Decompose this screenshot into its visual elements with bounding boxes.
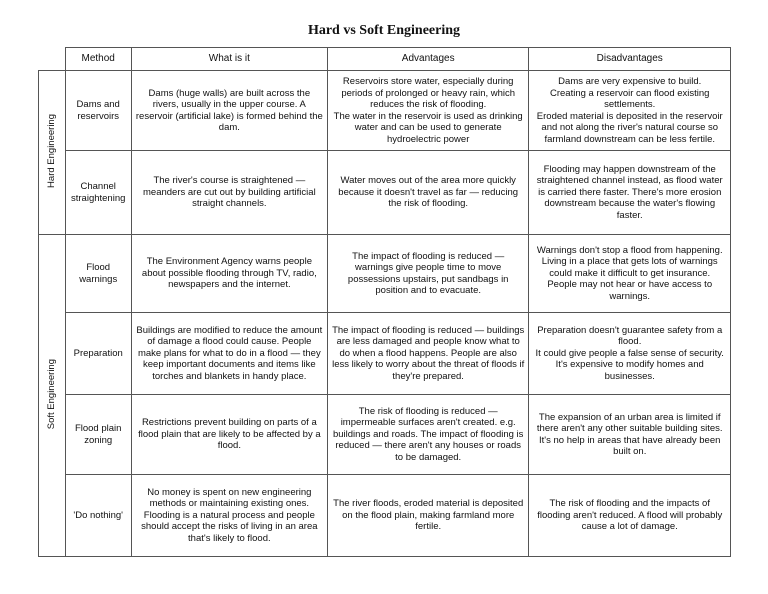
page-title: Hard vs Soft Engineering [307, 23, 461, 38]
group-label-soft-text: Soft Engineering [46, 358, 58, 429]
group-label-hard-text: Hard Engineering [46, 113, 58, 188]
method-cell: Flood warnings [65, 235, 131, 313]
what-cell: The river's course is straightened — meanders are cut out by building artificial straight channels. [131, 151, 327, 235]
advantages-cell: The impact of flooding is reduced — warnings give people time to move possessions upstairs, put sandbags in position and to evacuate. [327, 235, 529, 313]
header-disadvantages: Disadvantages [529, 48, 731, 71]
table-row [39, 71, 731, 151]
method-cell: Dams and reservoirs [65, 71, 131, 151]
header-row [39, 48, 731, 71]
what-cell: The Environment Agency warns people about possible flooding through TV, radio, newspapers and the internet. [131, 235, 327, 313]
advantages-cell: The risk of flooding is reduced — impermeable surfaces aren't created. e.g. buildings and roads. The impact of flooding is reduced — there aren't any houses or roads to be damaged. [327, 395, 529, 475]
table-row [39, 475, 731, 557]
group-label-soft [39, 235, 66, 557]
header-method: Method [65, 48, 131, 71]
advantages-cell: Water moves out of the area more quickly because it doesn't travel as far — reducing the risk of flooding. [327, 151, 529, 235]
method-cell: Preparation [65, 313, 131, 395]
advantages-cell: The impact of flooding is reduced — buildings are less damaged and people know what to do when a flood happens. People are also less likely to worry about the threat of floods if they're prepared. [327, 313, 529, 395]
comparison-table [38, 47, 731, 557]
header-what: What is it [131, 48, 327, 71]
what-cell: Buildings are modified to reduce the amount of damage a flood could cause. People make plans for what to do in a flood — they keep important documents and items like torches and blankets in handy place. [131, 313, 327, 395]
disadvantages-cell: Warnings don't stop a flood from happening. Living in a place that gets lots of warnings could make it difficult to get insurance. People may not hear or have access to warnings. [529, 235, 731, 313]
disadvantages-cell: Dams are very expensive to build. Creating a reservoir can flood existing settlements. Eroded material is deposited in the reservoir and not along the river's natural course so farmland downstream can be less fertile. [529, 71, 731, 151]
table-row [39, 151, 731, 235]
advantages-cell: The river floods, eroded material is deposited on the flood plain, making farmland more fertile. [327, 475, 529, 557]
what-cell: Restrictions prevent building on parts of a flood plain that are likely to be affected by a flood. [131, 395, 327, 475]
corner-cell [39, 48, 66, 71]
method-cell: 'Do nothing' [65, 475, 131, 557]
disadvantages-cell: The risk of flooding and the impacts of flooding aren't reduced. A flood will probably cause a lot of damage. [529, 475, 731, 557]
disadvantages-cell: Preparation doesn't guarantee safety from a flood. It could give people a false sense of security. It's expensive to modify homes and businesses. [529, 313, 731, 395]
disadvantages-cell: Flooding may happen downstream of the straightened channel instead, as flood water is carried there faster. There's more erosion downstream because the water's flowing faster. [529, 151, 731, 235]
group-label-hard [39, 71, 66, 235]
header-advantages: Advantages [327, 48, 529, 71]
what-cell: Dams (huge walls) are built across the rivers, usually in the upper course. A reservoir (artificial lake) is formed behind the dam. [131, 71, 327, 151]
what-cell: No money is spent on new engineering methods or maintaining existing ones. Flooding is a natural process and people should accept the risks of living in an area that's likely to flood. [131, 475, 327, 557]
method-cell: Flood plain zoning [65, 395, 131, 475]
advantages-cell: Reservoirs store water, especially during periods of prolonged or heavy rain, which reduces the risk of flooding. The water in the reservoir is used as drinking water and can be used to generate hydroelectric power [327, 71, 529, 151]
table-row [39, 313, 731, 395]
table-row [39, 395, 731, 475]
table-row [39, 235, 731, 313]
method-cell: Channel straightening [65, 151, 131, 235]
disadvantages-cell: The expansion of an urban area is limited if there aren't any other suitable building sites. It's no help in areas that have already been built on. [529, 395, 731, 475]
